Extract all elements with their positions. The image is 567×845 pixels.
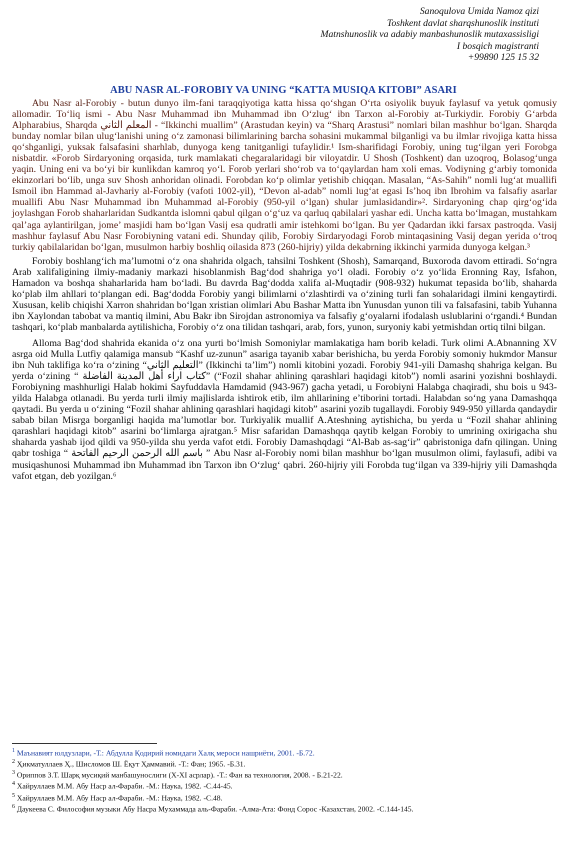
author-level: I bosqich magistranti: [456, 40, 539, 52]
footnote-number: 6: [12, 803, 15, 810]
paragraph: Alloma Bag‘dod shahrida ekanida o‘z ona yurti bo‘lmish Somoniylar mamlakatiga ham borib keladi. Turk olimi A.Abnanning XV asrga oid Mulla Lutfiy qalamiga mansub “Kashf uz-zunun” asariga tayanib xabar berishicha, bu yerda Forobiy somoniy hukmdor Mansur ibn Nuh taklifiga ko‘ra o‘zining “التعليم الثاني” (Ikkinchi ta’lim”) nomli kitobini yozadi. Forobiy 941-yili Damashq shahriga kelgan. Bu yerda o‘zining “ كتاب اراء أهل المدينة الفاضلة” (“Fozil shahar ahlining qarashlari haqidagi kitob”) nomli asarini yozishni boshlaydi. Forobiyning mashhurligi Halab hokimi Sayfuddavla Hamdamid (943-967) gacha yetadi, u Forobiyni Halabga chaqiradi, shu bois u 943-yilda Halabga otlanadi. Bu yerda turli ilmiy majlislarda ishtirok etib, ilm ahllarining e’tiborini tortadi. Halabdan so‘ng yana Damashqqa qaytadi. Bu yerda u o‘zining “Fozil shahar ahlining qarashlari haqidagi kitob” asarini yozib tugallaydi. Forobiy 949-950 yillarda qandaydir sabab bilan Misrga borganligi haqida ma’lumotlar bor. Turkiyalik muallif A.Ateshning aytishicha, bu yerda u “Fozil shahar ahlining qarashlari haqidagi kitob” asarini bo‘limlarga ajratgan.⁵ Misr safaridan Damashqqa qaytib kelgan Forobiy to umrining oxirigacha shu shaharda yashab ijod qildi va 950-yilda shu yerda vafot etdi. Forobiy Damashqdagi “Al-Bab as-sag‘ir” qabristoniga dafn qilingan. Uning qabr toshiga “ باسم الله الرحمن الرحيم الفاتحة ” Abu Nasr al-Forobiy nomi bilan mashhur bo‘lgan musulmon olimi, faylasufi, adibi va musiqashunosi Muhammad ibn Muhammad ibn Tarxon ibn O‘zlug‘ qabri. 260-hijriy yili Forobda tug‘ilgan va 339-hijriy yili Damashqda vafot etgan, deb yozilgan.⁶: [12, 337, 558, 482]
paragraph: Abu Nasr al-Forobiy - butun dunyo ilm-fani taraqqiyotiga katta hissa qo‘shgan O‘rta osiyolik buyuk faylasuf va yetuk qomusiy allomadir. To‘liq ismi - Abu Nasr Muhammad ibn Muhammad ibn O‘zlug‘ ibn Tarxon al-Forobiy at-Turkiydir. Forobiy G‘arbda Alpharabius, Sharqda المعلم الثاني - “Ikkinchi muallim” (Arastudan keyin) va “Sharq Arastusi” nomlari bilan mashhur bo‘lgan. Sharqda bunday nomlar bilan ulug‘lanishi uning o‘z zamonasi bilimlarining barcha sohasini mukammal bilganligi va bu ilmlar rivojiga katta hissa qo‘shganligi, yuksak falsafasini sharhlab, dunyoga keng tanitganligi tufaylidir.¹ Ism-sharifidagi Forobiy, uning tug‘ilgan yeri Forobga nisbatdir. «Forob Sirdaryoning orqasida, turk mamlakati chegaralaridagi bir viloyatdir. U Shosh (Toshkent) dan uzoqroq, Bolasog‘unga yaqin. Uning eni va bo‘yi bir kunlikdan kamroq yo‘l. Forob yerlari sho‘rob va to‘qaylardan ham xoli emas. Vodiyning g‘arbiy tomonida ekinzorlari bo‘lib, unga suv Shosh anhoridan olinadi. Forobdan ko‘p olimlar yetishib chiqqan. Masalan, “As-Sahih” nomli lug‘at muallifi Ismoil ibn Hammad al-Javhariy al-Forobiy (vafoti 1002-yil), “Devon al-adab” nomli lug‘at egasi Is’hoq ibn Ibrohim va falsafiy asarlar muallifi Abu Nasr Muhammad ibn Muhammad al-Forobiy (950-yil o‘lgan) shular jumlasidandir»². Sirdaryoning chap qirg‘og‘ida joylashgan Forob shaharlaridan Sudkantda islomni qabul qilgan o‘g‘uz va qarluq qabilalari yashar edi. Uncha katta bo‘lmagan, mustahkam qal’aga aylantirilgan, jome’ masjidi ham bo‘lgan Vasij esa qudratli amir istehkomi bo‘lgan. Bu yer Qadardan ikki farsax pastroqda. Vasij mashhur faylasuf Abu Nasr Forobiyning vatani edi. Shunday qilib, Forobiy Sirdaryodagi Forob mintaqasining Vasij degan yerida o‘troq turkiy qabilalaridan bo‘lgan, musulmon harbiy boshliq oilasida 873 (260-hijriy) yilda dekabrning ikkinchi yarmida dunyoga kelgan.³: [12, 98, 557, 253]
article-body: [12, 98, 557, 482]
footnote-text: Хайруллаев М.М. Абу Наср ал-Фараби. -М.: Наука, 1982. -С.48.: [16, 793, 223, 803]
author-specialty: Matnshunoslik va adabiy manbashunoslik mutaxassisligi: [320, 29, 539, 41]
author-block: [320, 6, 539, 64]
footnote: [12, 769, 557, 780]
footnote-text: Маънавият юлдузлари, -Т.: Абдулла Қодирий номидаги Халқ мероси нашриёти, 2001. -Б.72.: [16, 748, 315, 758]
footnote: [12, 780, 557, 791]
article-title: ABU NASR AL-FOROBIY VA UNING “KATTA MUSIQA KITOBI” ASARI: [110, 85, 457, 96]
footnote: [12, 803, 557, 814]
author-phone: +99890 125 15 32: [467, 52, 539, 64]
footnote: [12, 758, 557, 769]
footnote-text: Ҳикматуллаев Ҳ., Шисломов Ш. Ёқут Ҳаммавий. -Т.: Фан; 1965. -Б.31.: [16, 759, 246, 769]
footnote-number: 3: [12, 770, 15, 777]
footnote-text: Ориппов З.Т. Шарқ мусиқий манбашунослиги (X-XI асрлар). -Т.: Фан ва технология, 2008. - Б.21-22.: [16, 770, 343, 780]
paragraph: Forobiy boshlang‘ich ma’lumotni o‘z ona shahrida olgach, tahsilni Toshkent (Shosh), Samarqand, Buxoroda davom ettiradi. So‘ngra Arab xalifaligining ilmiy-madaniy markazi hisoblanmish Bag‘dod shahriga yo‘l oladi. Forobiy o‘z yo‘lida Eronning Ray, Isfahon, Hamadon va boshqa shaharlarida ham bo‘ladi. Bu davrda Bag‘dodda xalifa al-Muqtadir (908-932) hukumat tepasida bo‘lib, shaharda ko‘plab ilm ahllari to‘plangan edi. Bag‘dodda Forobiy yangi bilimlarni o‘zlashtirdi va o‘zining turli fan sohalaridagi ilmini kengaytirdi. Xususan, kelib chiqishi Xarron shahridan bo‘lgan xristian olimlari Abu Bashar Matta ibn Yunusdan yunon tili va falsafasini, tabib Yuhanna ibn Xaylondan tabobat va mantiq ilmini, Abu Bakr ibn Sirojdan astronomiya va falsafiy g‘oyalarni ifodalash uslublarini o‘rgandi.⁴ Bundan tashqari, ko‘plab manbalarda aytilishicha, Forobiy o‘z ona tilidan tashqari, arab, fors, yunon, suryoniy kabi yetmishdan ortiq tilni bilgan.: [12, 255, 557, 333]
footnote-text: Даукеева С. Философия музыки Абу Насра Мухаммада аль-Фараби. -Алма-Ата: Фонд Сорос -Казахстан, 2002. -С.144-145.: [16, 804, 414, 814]
author-name: Sanoqulova Umida Namoz qizi: [419, 6, 539, 17]
footnote-divider: [12, 743, 157, 744]
footnote-number: 2: [12, 759, 15, 766]
footnote: [12, 792, 557, 803]
footnote: [12, 747, 557, 758]
footnote-number: 5: [12, 792, 15, 799]
author-institution: Toshkent davlat sharqshunoslik instituti: [386, 17, 539, 29]
footnote-number: 1: [12, 748, 15, 754]
footnote-text: Хайруллаев М.М. Абу Наср ал-Фараби. -М.: Наука, 1982. -С.44-45.: [16, 781, 233, 791]
footnote-number: 4: [12, 781, 15, 788]
footnotes: [12, 743, 557, 814]
